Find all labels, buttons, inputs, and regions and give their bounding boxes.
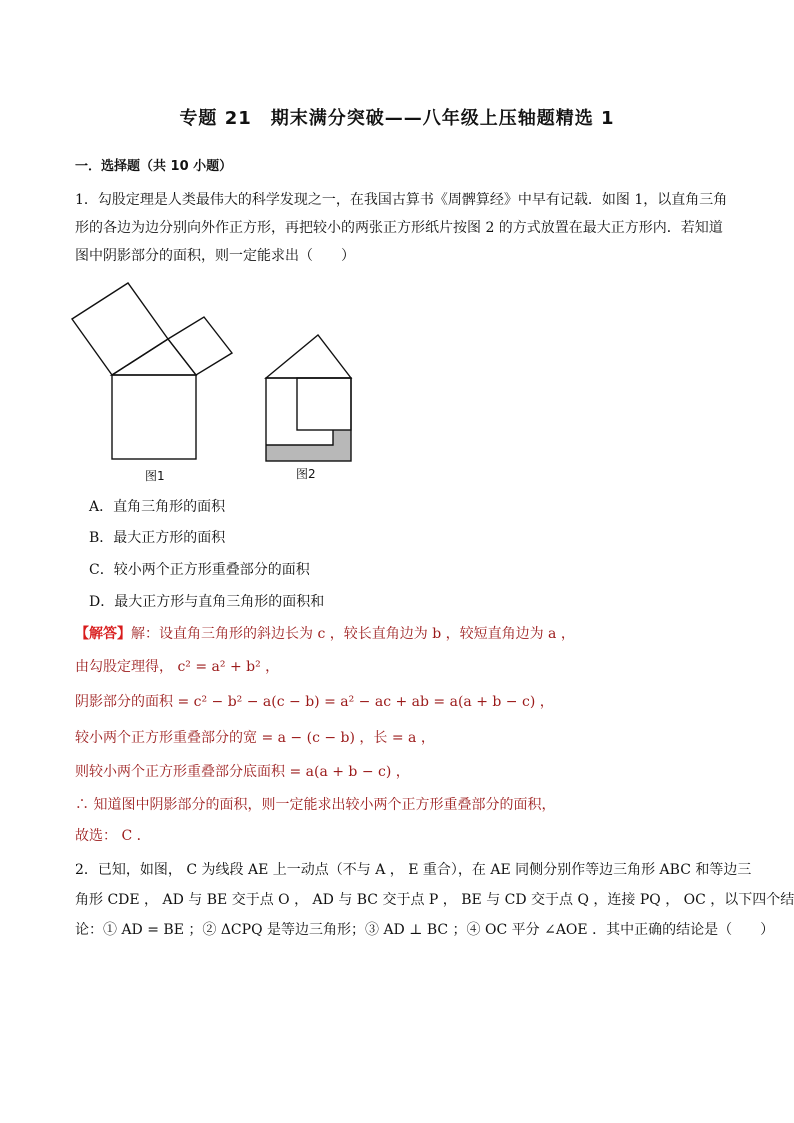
answer-line-7: 故选： C ． xyxy=(75,828,151,844)
figure-1-label: 图1 xyxy=(145,469,165,483)
option-c: C．较小两个正方形重叠部分的面积 xyxy=(89,562,310,578)
question-2-line-2: 角形 CDE ， AD 与 BE 交于点 O ， AD 与 BC 交于点 P ， BE 与 CD 交于点 Q ，连接 PQ ， OC ，以下四个结 xyxy=(75,892,794,908)
question-1-line-3: 图中阴影部分的面积，则一定能求出（ ） xyxy=(75,248,355,264)
page-title: 专题 21 期末满分突破——八年级上压轴题精选 1 xyxy=(179,108,615,129)
option-d: D．最大正方形与直角三角形的面积和 xyxy=(89,594,325,610)
answer-line-1 xyxy=(75,624,725,644)
figure-2-squares-in-square xyxy=(255,325,365,485)
answer-line-3: 阴影部分的面积 = c² − b² − a(c − b) = a² − ac + ab = a(a + b − c) ， xyxy=(75,694,554,710)
answer-text-1: 解：设直角三角形的斜边长为 c ，较长直角边为 b ，较短直角边为 a ， xyxy=(131,626,575,642)
question-2-line-1: 2．已知，如图， C 为线段 AE 上一动点（不与 A ， E 重合），在 AE 同侧分别作等边三角形 ABC 和等边三 xyxy=(75,862,752,878)
option-a: A．直角三角形的面积 xyxy=(89,499,226,515)
figure-1-pythagoras-squares xyxy=(60,275,240,485)
figure-2-label: 图2 xyxy=(296,467,316,481)
answer-line-4: 较小两个正方形重叠部分的宽 = a − (c − b) ，长 = a ， xyxy=(75,730,435,746)
answer-tag: 【解答】 xyxy=(75,626,131,642)
question-1-line-2: 形的各边为边分别向外作正方形，再把较小的两张正方形纸片按图 2 的方式放置在最大正方形内．若知道 xyxy=(75,220,723,236)
answer-line-6: ∴ 知道图中阴影部分的面积，则一定能求出较小两个正方形重叠部分的面积， xyxy=(75,797,556,813)
question-1-line-1: 1．勾股定理是人类最伟大的科学发现之一，在我国古算书《周髀算经》中早有记载．如图 1，以直角三角 xyxy=(75,192,728,208)
answer-line-5: 则较小两个正方形重叠部分底面积 = a(a + b − c) ， xyxy=(75,764,410,780)
section-heading: 一．选择题（共 10 小题） xyxy=(75,159,233,174)
question-2-line-3: 论：① AD = BE ；② ΔCPQ 是等边三角形；③ AD ⊥ BC ；④ OC 平分 ∠AOE ．其中正确的结论是（ ） xyxy=(75,922,775,938)
option-b: B．最大正方形的面积 xyxy=(89,530,226,546)
answer-line-2: 由勾股定理得， c² = a² + b² ， xyxy=(75,659,280,675)
